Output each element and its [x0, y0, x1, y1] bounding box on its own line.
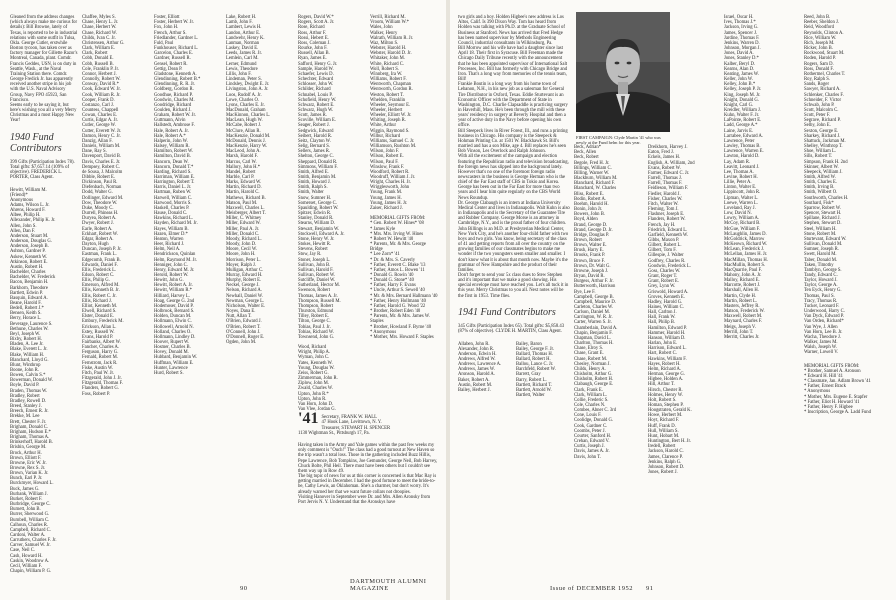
- class-1941-body: Having taken in the Army and Yale games within the past few weeks my only comment is "Ouch!" The class had a good turnout at New Haven so the trip wasn't a total loss. Those in the gathering included Buzz Hillis, Pepe Lawrence, Bob Tompkins, Joe Gemunder, George Neil, Bob Harvey, Chuck Bolte, Phil Heil. There must have been others but I couldn't see them way up in Row 49. The big topic of news for us at this corner is concerned is that Mac Ray is getting married in December. I had the good fortune to meet the bride-to-be, Cathy Lewis, an Oklahoman. She's a charmer, but don't worry. It's already warned her that we want future collars not droopies. Visiting Hanover in September were Dr. and Mrs. Allen Aronsky from Port Jervis N. Y. Understand that the Aronskys have: [298, 443, 438, 505]
- contributor-list: Reed, John B. Reeber, Sheldon J. Reid, Woodford Reynolds, Clinton A. Rice, William W. Rich, Joseph M. Ricker, John B. Rockwood, Stuart M. Roden, Harold P. Rogers, Sam D. Ross, Donald F. Rothermel, Charles T. Roy, Ralph S. Sands, Roger Sawyer, Richard A. Schlenker, Charles F. Schneider, F. Victor Schwab, John P. Scott, Malcolm C. Scott, Peter F. Segrave, Richard P. Selby, John E. Sexton, George E. Sharkey, Richard J. Shattuck, Jackman M. Shelley, Winthrop T. Shoe, William L. Sills, Robert T. Simpson, Frank H. 2nd Skinner, Albert W. Sleepeck, William J. Smith, Alfred W. Smith, Charles E. Smith, Irving B. Smith, Wilbert O. Southworth, Charles H. Southard, Fisk* Sparrow, Robert W. Spencer, Stewart H. Spillane, Richard J. Stephen, Stewart D. Steel, William H. Stone, Robert M. Sturtevant, Edward W. Sullivan, Donald M. Sumner, Joseph R. Swett, Harold M. Taber, Donald M. Taken, Timothy Tamblyn, George S. Tandy, Edward C. Taylor, Howard J. Taylor, George A. Ten Eyck, Henry G. Thomas, Paul S. Tracy, Thomas R. Tucker, Leonard F. Underwood, Harry C. Van Dyck, Edward P. Van Orden, Richard* Van Wye, J. Allen Van Horn, Lee B. Jr. Wacha, Theodore J. Walker, James M. Walsh, Joseph W. Warner, Lowell V.: [804, 15, 849, 356]
- right-page: [450, 0, 896, 600]
- right-column-2: [574, 140, 646, 465]
- contributor-list: Foster, Elliott Foster, Herbert W. Jr. Fox, John H. French, Arthur S. Friedlander, Gardner L. Fuld, Paul Funkhouser, Richard L. Garcelon, Charles E. Gardner, Russell R. Gensel, Robert R. Gettig, Dean P. Gladstone, Kenneth A. Glendinning, Robert B.* Glendinning, R. R. Jr. Goldberg, Gordon R. Goodhue, Richard P. Goodwin, Charles M. Goodridge, Richard Goulden, Richard J. Graham, Robert W. Jr. Guttmann, Alvin Hallstedt, Ambrose F. Hale, Robert A. Jr. Hale, Robert A.* Halperin, John W. Halsey, William R. Hamilton, Robert W. Hamilton, David B. Hancorn, Dean W. Hancorn, Donald T.* Harding, Richard S. Harriman, William E. Harrington, Robert T. Harris, Daniel L. Jr. Hartman, Ruben W. Harwell, William C. Harwood, Morris S. Haskell, Charles P. Hause, Donald C. Hawkins, Richard L. Hayden, Richard M. Jr. Hayes, William B. Hazen, Elmer D.* Heaton, Warren Heer, Richard J. Helm, Neil A. Hendrickson, Quinlan Helm, Raymond M. Jr. Henniger, John C. Henry, Edward M. Jr. Herold, Robert W. Hewitt, John G. Hewitt, Robert A. Jr. Hewitt, William R.* Hilliard, Harvey L. Hoag, George G. 2nd Hodemoser, David P. Holbrook, Bernard S. Holden, Duncan M. Hollmann, Elwin C. Hollowell, Arnold N. Holland, Charles O. Hollmann, Lindley D. Hoover, Rupert W. Hosmer, Charles B. Hovey, Donald M. Hubbard, Benjamin W. Huffman, William E. Hunter, Lawrence Hurd, Robert S.: [154, 15, 201, 376]
- fund-1940-names: Hewitt, William M. (Friend)* Anonymous Adams, Wilson L. Jr. Ahrens, Howard F. Albee, Philip H. Allexander, Philip K. Jr. Allen, John S. Allen, Dan F. Anderson, Stuart M. Anderson, Douglas G. Anderson, Joseph B. Ashton, Gardner P. Askew, Kenneth W. Atkinson, Robert E. Austin, Robert H. Bachelder, Charles Bachelder, W. Frederick Bacon, Benjamin H. Barkhorn, Theodore Bartlett, Edwin P. Basquin, Edward A. Beane, Harold F. Bedell, Robert J.* Bensen, Keith S. Berry, Horace L. Beverage, Laurence S. Bethune, Charles W. Beyl, Joseph W. Bixby, Robert H. Bladen, A. Lee Jr. Blake, Everett L. Jr. Blake, William H. Blanchard, Lloyd G. Blunt, Winthrop Boone, John R. Bowen, Calvin S.* Bowerman, Donald W. Boyle, David P. Braden, Thomas W. Bradley, Robert Bradley, Rowell D. Breed, Stanley J. Breech, Ernest R. Jr. Brekke, M. Lee Brett, Chester F. Jr. Brigham, Donald C. Brigham, Hudson E.* Brigham, Thomas A. Brinkerhoff, Harold B. Brisbin, George M. Brock, Arthur H. Brown, Elliott F. Browne, Eric W. Jr. Browne, Rex S. Jr. Brown, Varian K. Jr. Bunch, Earl P. Jr. Burckmyer, Howard L. Buck, James G. Burbank, William J. Burket, Robert F. Burbridge, George C. Burnett, John B. Burrer, Sherwood G. Burnbell, William C. Calhoun, Charles R. Campbell, Richard C. Cardoni, Walter A. Carruthers, Charles F. Jr. Carver, Samuel W. Jr. Case, Neil C. Cash, Howard H. Caskin, Woodrow A. Cecil, William F. Chapin, William P. G.: [10, 187, 57, 575]
- class-officers: Secretary, FRANK W. HALL 47 Hook Lane, Levittown, N. Y. Treasurer, STEWART H. SPENCER 1130 Wightman St., Pittsburgh 17, Pa.: [298, 415, 391, 436]
- photo-caption: FIRST CAMPAIGN: Clyde Martin '41 who was newly at the Fund helm for this year.: [576, 135, 661, 145]
- contributor-list: Chaffee, Myles S. Chase, Henry L. Jr. Chase, Herbert W. Chase, Richard W. Childs, Ivan C. Jr. Christensen, Arthur G. Clark, William E. Clark, Robert Cobb, Donald E. Cobb, Russell B. Cole, Franklin P. Jr. Connor, Herbert J. Connolly, Robert W. Conway, David R.* Cook, Edward W. Jr. Cook, William R. Jr. Cooper, Frank D. Costanzo, Carl J. Countess, Chappell Cowan, Charles E. Curtis, Edgar A. Jr. Cutler, George W. Cutter, Everett W. Jr. Damon, Henry C. Jr. Danzig, Allan F. Daniels, William M. Dane, Ray S. Davenport, David B. Davis, Charles E. Jr. Dempsey, Robert C. de Sousa, J. Malcolm Dibble, Robert E. Dickinson, Paul R. Diefenbach, Norman Dodd, Walter G. Dollinger, Edward M. Dow, Theodore W. Duke, Moody C. Durrell, Phineas H. Duryea, Robert A. Dwyer, Robert J. Earle, Robert A. Eckhart, Robert W. Edgar, Robert A. Dayton, Hugh Duncan, Joseph P. Jr. Eastman, Frank L. Edgecomb, Frank B. Edwards, Daniel F. Ellis, Frederick L. Edson, Robert C. Ellis, Philip G. Emerson, Alfred M. Ellis, Kenneth B. Jr. Ellis, Robert C. Jr. Ellis, Richard J. Elliot, Kenneth M. Elwell, Richard S. Elster, Donald E. Embury, Frederick M. Erickson, Allan L. Estey, Russell W. Evans, Harold P. Fairbanks, Albert W. Fancher, Charles A. Ferguson, Harry G. Fernald, Robert M. Fernstrom, Jack R. Fiske, Austin W. Fitch, Paul W. Jr. Fitzgerald, John J. Jr. Fitzgerald, Thomas F. Flanders, Robert G. Foss, Robert P.: [82, 15, 125, 397]
- class-1940-notes: Gleaned from the address changes (which always make me curious for details): Bill Browne, lately of Texas, is reported to be in industrial relations with some outfit in Tulsa, Okla. George Cutler, erstwhile Boston tycoon, has taken over as factory manager for Gillette Razor's Montreal, Canada, plant. Comdr. Francis Geddes, USN, is on duty in Seattle, Wash., at the Naval Training Station there. Comdr. George Fredick Jr. has apparently received another stripe in his job with the U.S. Naval Advisory Group, Navy FPO 45923, San Francisco. Seems early to be saying it, but here's wishing you all a very Merry Christmas and a most Happy New Year!: [10, 15, 78, 124]
- fund-1940-heading: 1940 Fund Contributors: [10, 131, 62, 154]
- contributor-list: Lake, Robert H. Lamb, John F. Lambert, Lewis H. Landon, Arthur E. Landwehr, Henry K. Lanman, Norman Laskey, David E. Leeds, James R. Jr. Lemlein, Carl M. Lerner, Edmund Lewis, Theodore Lillis, John F. Lindeman, Peter S. Lindsley, Dwight E. Jr. Livingston, John A. Jr. Loos, Rudolf A. Jr. Lowe, Charles O. Lyons, Charles E. Jr. MacDonald, Graham MacKinnon, Charles L. MacLean, Hugh W. McCabe, Robert J. McClure, Allan R. MacKenzie, Donald M. McDonald, Dennis J. MacKenzie, Harry W. MacLeod, John A. Marsh, Harold F. Marcus, Carl W. Mallory, John H.* Mandel, Robert Marble, Carl P. Marks, Edward W. Martin, Richard D. Martin, Harold C. Mathews, Richard B. Matson, Paul M. Maxwell, Charles L. Meisberger, Albert T. Miller, C. Whitney Miller, Edward W. Miller, Paul A. Jr. Miller, Donald C. Moody, Richard L. Moody, John D. Moore, Cecil W. Moore, John H. Morrison, Peter L. Moyer, Ralph J. Mulligan, Arthur C. Murray, Edward H. Murphy, Robert E. Neckel, George J. Nelson, Richard A. Newhall, Daniel W. Newman, George L. Nicholson, Walter E. Noyes, Dana E. Nutt, Allan T. O'Brien, Edward J. O'Brien, Robert T. O'Connell, John J. O'Donnell, Roger E. Ogden, John M.: [226, 15, 271, 345]
- contributor-list: Israel, Oscar H. Ives, Thomas J.* Jackson, Irving G. James, Spencer J. Jardine, Thomas F. Jenkins, Warren D. Johnson, Morgan J. Jones, David A. Jones, Stanley D.* Kalber, Beryl D. Kearns, Alan D. Keating, James W. Keller, John W. Kelley, John B.* Kelley, Joseph P. Jr. King, Joseph M. Jr. Knight, Donald G. Knight, Carl G. Kreidler, William J. Kuhn, Walter F. Jr. LaPointe, Robert E. Ladd, George A.* Laine, Jarvis E. Larrabee, Edward A. Lawrence, Peter Lawley, Thomas B. Lawrence, Warren E. Lawton, Harold D. Lay, Adam R. Leavitt, Leonard J. Lee, Thomas A. Levine, Robert H. Lillie, Peter A. Linton, Walter E. Lippincott, John R. Lipman, Walter L. Loewe, Warren L. Loveland, Ray J. Low, David N. Lowry, William A. McCoy, Richard B. McGue, William F. McLaughlin, James D. McGoldrick, Marrow McKeown, Richard W. McLean, Frederick J. McLellan, James H. Jr. MacMillan, Thomas H. MacMullin, Robert S. MacQuarrie, Paul F. Mahony, John A. Jr. Malloy, Richard E. Marcotte, Robert J. Marshall, Allen H. Martin, Clyde H. Martin, Robert L. Masters, Jeffrey R. Matson, Frederick W. Maxwell, Robert M. Maynard, Charles F. Meigs, Joseph V. Merrill, John T. Merritt, Charles Jr.: [724, 15, 768, 340]
- fund-1940-summary: 399 Gifts (Participation Index 78). Total gifts: $7,657.14 (109% of objective). FREDERICK L. PORTER, Class Agent.: [10, 159, 75, 181]
- left-page: [0, 0, 446, 600]
- right-column-1: [458, 10, 570, 403]
- fund-1941-summary: 345 Gifts (Participation Index 65). Total gifts: $5,858.43 (87% of objective). CLYDE H. MARTIN, Class Agent.: [458, 324, 565, 335]
- left-column-4: [226, 10, 294, 350]
- fund-1941-names: [458, 342, 570, 399]
- portrait-photo: [576, 12, 670, 132]
- left-column-5: [298, 10, 366, 413]
- magazine-title: DARTMOUTH ALUMNI MAGAZINE: [350, 578, 427, 592]
- right-column-5: [804, 10, 886, 420]
- class-1941-notes: [298, 405, 438, 573]
- left-column-2: [82, 10, 150, 402]
- left-column-1: [10, 10, 78, 579]
- memorial-gifts: MEMORIAL GIFTS FROM: * Brother, Samuel A. Aronson * Edward H. Hill '41 * Classmate, Jan. Adlam Brown '41 * Father, Ernest Brack * Anonymous * Mother, Mrs. Eugene E. Stapfer * Father, Eliot H. Howard '41 * Father, Henry F. Higbee * Inscription, George A. Ladd Fund: [804, 363, 871, 416]
- contributor-list: Bailey, Baron Bailey, George F. Jr. Ballard, Thomas H. Ballard, Robert H. Ballou, Lance C. Jr. Barchfeld, Robert W. Barrett, Gray Barry, Robert L. Bartlett, Richard T. Bartlett, Arnold W. Bartlett, Walter: [516, 341, 556, 399]
- page-number-right: 91: [646, 585, 654, 592]
- right-column-3: [648, 140, 720, 480]
- contributor-list-and-memorials: Verrill, Richard M. Vroom, William W.* Wales, John Walker, Henry Walrath, William R. Jr. Waz, Milton S. Webster, Harold H. Webster, Harold D. Jr. Whitaker, John M. White, Richard C. Woll, Robert S. Winnberg, Ira W. Williams, Robert F. Wentworth, Chapman Wentworth, Gordon R. Weston, Robert T. Whelden, Franklin Wheeler, Seymour E. Wheeler, Herbert Wheeler, Elliott W. Jr. Whiting, Joseph R. White, Arthur Wiggin, Raymond S. Wilbur, Richard Williams, Samuel C. Jr. Williamson, Rushton M. Wilson, John F. Wilson, Robert E. Wilson, Paul F. Winslow, Frank F. Woodford, Robert R. Woodruff, William J. Jr. Wright, Charles H. Jr. Wrigglesworth, John Young, Frank M. Young, James H. Young, James H. Jr. Zaiser, Richard J. MEMORIAL GIFTS FROM: * Gen. Robert W. Hines* '08 * James Kyle * Mrs. Mrs. Irving W. Hines * Robert W. Hewitt '40 * Parents, Mr. & Mrs. George Bridge * Lee Zorn* '41 * Dr. & Mrs. S. Caverly * Father, Everett C. Blake '13 * Father, Amos L. Bowen '11 * Donald G. Rowin '40 * Donald G. Stone* '40 * Father, Harry F. Evans * Uncle, Arthur S. Sewell '40 * Mr. & Mrs. Bernard Hallmann '40 * Father, Henry Hollmann '40 * Father, Harold G. Wood '22 * Brother, Robert Eden '40 * Parents, Mr. & Mrs. James W. Staples * Brother, Howland F. Byrne '40 * Anonymous * Mother, Mrs. Howard F. Staples: [370, 15, 438, 340]
- page-number-left: 90: [240, 585, 248, 592]
- contributor-list: Allaben, John R. Alexander, John R. Anderson, Edwin H. Andrews, Alfred W. Andrews, Lawrence A. Andrews, James W. Aronson, Harold A. Baker, Robert A. Austin, Robert M. Bailey, Herbert J.: [458, 341, 502, 393]
- left-column-3: [154, 10, 222, 381]
- contributor-list: Beck, Adrian* Beck, Allen Beck, Robert Begole, Fred H. Jr. Billings, William C. Billing, Warner W. Blackburn, William M. Blanchard, Richard F. Blanchard, W. Charles Bliss, Robert E. Bodin, Robert A. Boehm, Harold H. Bonin, John Jr. Bowers, John B. Boyd, Alden Brand, George D. Brand, George D. Jr. Bridge, Douglas P. Brown, Robert Brown, Walter E. Brush, Harry E. Brooks, Frank P. Brown, Bruce F. Brown, Dr. Walt G. Browne, Joseph J. Bryan, David R. Burgess, Arthur F. Jr. Butterworth, Harrison Bye, Lee F. Campbell, George B. Campbell, Maurice D. Carleton, Charles W. Carlson, Daniel M. Carrington, W. R. Jr. Carter, Warren S. Jr. Chamberlain, David A. Chapin, Benjamin F. Chapman, David L. Charlton, Thomas H. Chase, Elroy S. Chase, Grant E. Chase, Robert M. Chesley, Norman J. Childs, Henry A. Chisholm, Arthur G. Chisholm, Robert H. Clabaugh, George E. Clark, Frank E. Clark, William L. Collie, Frederic S. Cole, Charles N. Combes, Abner C. 3rd Cone, Louis F. Coolidge, Donald G. Cook, Gardner C. Coombs, Peter J. Courter, Sanford H. Crehan, Edward V. Curtis, Joseph J. Davis, James A. Jr. Davis, John T.: [574, 145, 618, 460]
- right-column-4: [724, 10, 800, 345]
- contributor-list: Wood, Richard Wright, Philip A. Wyman, John C. Yates, Kenneth W. Young, Douglas W. Zeiss, Robert G. Zimmerman, John R. Ziplow, John M. Zwald, Charles W. Upton, John R.* Upton, John R. Van Horn, John D. Van Vlee, Jordan G.: [298, 345, 338, 413]
- class-1941-notes-continued: two girls and a boy. Holden Higbee's new address is Los Altos, Calif. Is 390 Dixon Way. Tom has heard from Holden was talking with Ph.D. at the Graduate School of Business at Stanford. News has arrived that Fred Hedge has been named supervisor by Methods Engineering Council, industrial consultants in Wilkinsburg, Pa. Bill Morrow and his wife have had a daughter since last April 18. Their first in Syracuse. Bill Freeman made the Chicago Daily Tribune recently with the announcement that he has been appointed supervisor of International Salt Processes, Inc. Bill has formerly with Chicago Bridge and Iron. That's a long way from memories of the tennis team, Bill! Frankie Boutin is a long way from his home town of Lebanon, N.H., in his new job as a salesman for General Tire Distributor in Oxford, Texas. Eddie Sturtevant is an Economic Officer with the Department of State in Washington, D.C. Charlie Clapsaddle is practicing surgery in Haverhill, Mass. He's been through the mill with these years' residency in surgery at Beverly Hospital and then a year of active duty in the Navy before opening his own office. Bill Steepeck lives in River Forest, Ill., and runs a printing business in Chicago. His company is the Steepeck & Hohman Printing Co. at 1501 W. Blackhawk St. Bill's married and has a son Mike, age 4. Bill replaces he's seen Bob Vinson, Les Overlock and Ralph Johnson. With all the excitement of the campaign and election featuring the Republican radio and television broadcasting, the foreign news has slipped into the background lately. However that's no one of the foremost foreign radio newscasters in the business is George Herman who is the chief of the Far East staff of CBS in Tokio and Korea. George has been out in the Far East for more than two years and I hear him quite regularly on the CBS World News Roundup. Dr. George Clabaugh is an intern at Indiana University Medical Center and lives in Indianapolis. Walt Kuhn is also in Indianapolis and is the Secretary of the Guarantee Tire and Rubber Company. George Morse is an attorney in Cambridge, N.Y., and is the proud father of four children. John Billings is an M.D. at Presbyterian Medical Center, New York City, and he's another four-child father with two boys and two girls. You know, being secretary of the class of 41 and getting reports from all over the country on the growing families of our classmates begins to make me wonder if the two youngsters seem smaller and smaller. I don't know what it is about that month now. Maybe it's the grammar of New Hampshire and the product of their families. Don't forget to send your 5x class dues to Stew Stephen and it's important that we make a good showing. His special envelope must have reached you. Let's all tuck it in this year. Merry Christmas to you all. Next notes will be the first in 1953. Time flies.: [458, 15, 570, 299]
- left-column-6: [370, 10, 438, 410]
- class-numeral: '41: [298, 410, 319, 428]
- contributor-list: Dreikhorn, Harvey J. Eaton, Fred J. Eckels, James H. English, A. William, 2nd Evans, Robert W. Farmer, Edward C. Jr. Farrell, Thomas J. Farrell, Thomas F. Feidleson, William F. Fiedler, Harold J. Fisher, Charles W. Fitch, Walter W. Fleming, Tom J. Flashner, Joseph E. Flanders, Robert W. French, Jay H. Friedrich, Edward L. Garfield, Kenneth W. Gibbs, Maxon P. Gilbert, Robert L. Gilbert, Tom F. Gillespie, J. Walter Godfrey, Charles R. Goodwin, Frederick L. Goss, Charles W. Grant, Roger T. Grant, Robert E. Grey, Lynn W. Griswold, Howard A. Groves, Kenneth E. Hadley, Harold G. Haines, William C. Hall, Carlton J. Hall, Frank W. Hall, Philip B. Hamilton, Edward P. Hammer, Harold H. Hanson, William D. Harlan, John E. Harrison, Edward L. Hart, Robert C. Hawkins, William F. Hayes, Robert H. Helm, Richard A. Herman, George G. Higbee, Holden A. Hill, Arthur T. Hirsch, Chester R. Holmes, Henry W. Holt, Robert S. Homan, Stephen P. Hoogstraten, Gerald K. Howe, Herbert M. Hoyt, Richard F. Huff, Frank D. Hull, William S. Hunt, Hobart M. Huntington, Bert H. Jr. Iredell, Robert Jackson, Harold C. James, Clarence P. Jenkins, Ralph G. Johnson, Robert D. Jones, Robert J.: [648, 145, 695, 475]
- issue-date: Issue of DECEMBER 1952: [550, 585, 634, 592]
- fund-1941-heading: 1941 Fund Contributors: [458, 306, 556, 318]
- contributor-list: Rogers, David W.* Rogers, Scott A. Jr. Rose, Richard Ross, Arthur F. Rossi, Hebert E. Ross, Coleman J. Rourke, John F. Russell, Allan B. Ryan, James E. Safford, Henry G. Jr. Sample, Harold W. Schaefer, Lewis D. Schechter, Edward Schlosser, John W. Schilder, Richard Schnabel, Louis P. Schofield, Henry W. Schwarz, Robert E. Schwarz, Hugh W. Scott, James R. Scoville, William E. Seager, Robert J. Sedgwick, Edward Seibert, Harold R. Seitz, Clayton W. Selig, Bernard S. Sellers, James R. Shelton, George C. Sheppard, Donald R. Simmons, William F. Smith, Alfred E. Smith, Benjamin M. Smith, Howard J. Smith, Ralph S. Smith, Walter Snow, Sumner H. Somerset, George C. Spaulding, Robert W. Spitzer, Edwin R. Stanley, Donald R. Stearns, William D. Stewart, Benjamin W. Stockwell, Edward A. Jr. Stone, Henry W. Jr. Stokes, Hewitt R. Stevens, Robert Stow, Jay R. Stoner, Joseph L. Sullivan, John B. Sullivan, Harold F. Sullivan, Robert W. Sutcliffe, Daniel W. Sutherland, Hector M. Swenson, Robert Thomas, James A. Jr. Thompson, Russell M. Thompson, Robert Thurston, Edmund Tilley, Robert E. Tilton, George C. Tobias, Paul J. Jr. Tobias, Richard W. Townsend, John G.: [298, 15, 345, 340]
